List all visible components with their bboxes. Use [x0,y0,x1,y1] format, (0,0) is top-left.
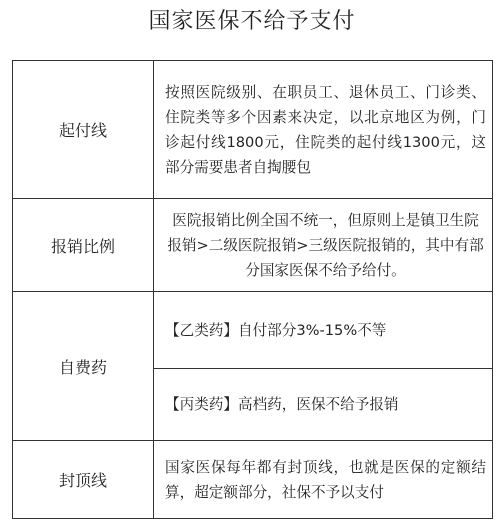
table-row-reimbursement-ratio [13,199,492,292]
row-label-reimbursement-ratio: 报销比例 [13,199,154,291]
row-text-deductible: 按照医院级别、在职员工、退休员工、门诊类、住院类等多个因素来决定，以北京地区为例，门诊起付线1800元，住院类的起付线1300元，这部分需要患者自掏腰包 [165,83,486,176]
table-row-cap-line [13,441,492,518]
sub-text-class-b-drugs: 【乙类药】自付部分3%-15%不等 [165,321,387,339]
row-content-reimbursement-ratio [154,199,492,291]
sub-row-class-c-drugs [154,369,492,440]
document-title: 国家医保不给予支付 [148,9,356,34]
sub-row-class-b-drugs [154,292,492,369]
row-label-cap-line: 封顶线 [13,441,154,518]
row-label-deductible: 起付线 [13,61,154,198]
row-content-deductible [154,61,492,198]
row-label-self-paid-drugs: 自费药 [13,292,154,440]
row-text-reimbursement-ratio: 医院报销比例全国不统一，但原则上是镇卫生院报销>二级医院报销>三级医院报销的，其中有部分国家医保不给予给付。 [167,211,484,279]
row-text-cap-line: 国家医保每年都有封顶线，也就是医保的定额结算，超定额部分，社保不予以支付 [165,458,486,501]
table-row-deductible [13,61,492,199]
insurance-table [12,60,493,519]
row-content-cap-line [154,441,492,518]
sub-text-class-c-drugs: 【丙类药】高档药，医保不给予报销 [165,396,399,413]
table-row-self-paid-drugs [13,292,492,441]
